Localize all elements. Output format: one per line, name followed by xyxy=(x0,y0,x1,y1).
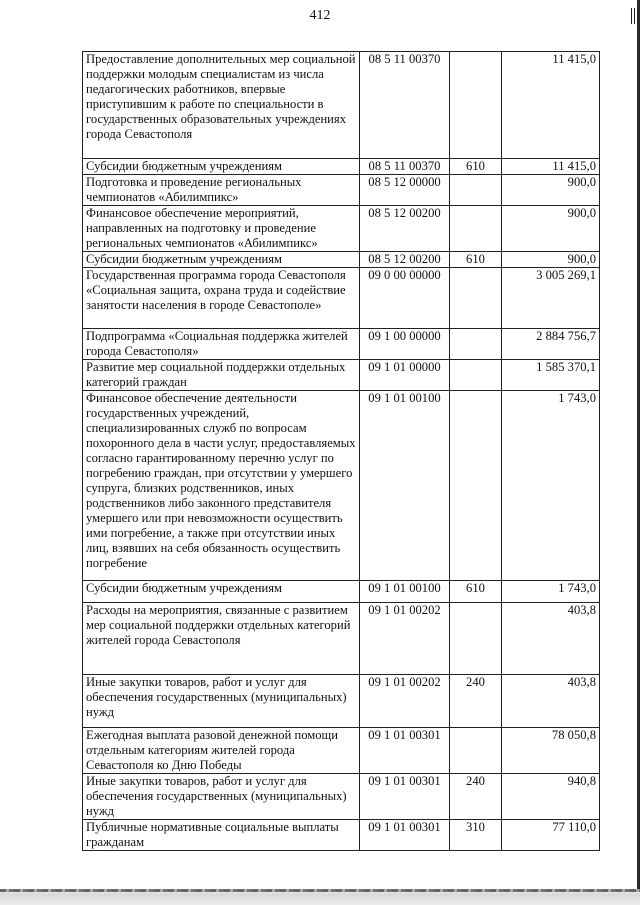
row-code: 09 0 00 00000 xyxy=(360,268,450,329)
row-type xyxy=(450,603,502,675)
row-sum: 900,0 xyxy=(502,252,600,268)
row-name: Предоставление дополнительных мер социальной поддержки молодым специалистам из числа педагогических работников, впервые приступившим к работе по специальности в государственных образовательных учреждениях города Севастополя xyxy=(83,52,360,159)
table-row xyxy=(83,820,600,851)
row-type: 610 xyxy=(450,252,502,268)
row-code: 08 5 11 00370 xyxy=(360,159,450,175)
table-row xyxy=(83,159,600,175)
row-sum: 3 005 269,1 xyxy=(502,268,600,329)
row-name: Подпрограмма «Социальная поддержка жителей города Севастополя» xyxy=(83,329,360,360)
table-row xyxy=(83,728,600,774)
row-name: Развитие мер социальной поддержки отдельных категорий граждан xyxy=(83,360,360,391)
table-row xyxy=(83,52,600,159)
row-type: 610 xyxy=(450,159,502,175)
row-code: 09 1 01 00202 xyxy=(360,603,450,675)
row-type: 310 xyxy=(450,820,502,851)
row-sum: 900,0 xyxy=(502,206,600,252)
table-row xyxy=(83,175,600,206)
row-sum: 1 585 370,1 xyxy=(502,360,600,391)
row-sum: 78 050,8 xyxy=(502,728,600,774)
table-row xyxy=(83,329,600,360)
row-code: 08 5 12 00000 xyxy=(360,175,450,206)
row-name: Субсидии бюджетным учреждениям xyxy=(83,252,360,268)
row-type xyxy=(450,52,502,159)
table-row xyxy=(83,268,600,329)
budget-table xyxy=(82,51,600,851)
row-name: Публичные нормативные социальные выплаты гражданам xyxy=(83,820,360,851)
row-code: 09 1 01 00301 xyxy=(360,774,450,820)
row-type xyxy=(450,391,502,581)
table-row xyxy=(83,675,600,728)
table-row xyxy=(83,252,600,268)
row-sum: 940,8 xyxy=(502,774,600,820)
table-row xyxy=(83,206,600,252)
row-name: Государственная программа города Севастополя «Социальная защита, охрана труда и содействие занятости населения в городе Севастополе» xyxy=(83,268,360,329)
row-name: Расходы на мероприятия, связанные с развитием мер социальной поддержки отдельных категорий жителей города Севастополя xyxy=(83,603,360,675)
row-type: 240 xyxy=(450,774,502,820)
table-row xyxy=(83,603,600,675)
row-name: Финансовое обеспечение мероприятий, направленных на подготовку и проведение региональных чемпионатов «Абилимпикс» xyxy=(83,206,360,252)
table-row xyxy=(83,581,600,603)
row-type xyxy=(450,360,502,391)
row-sum: 2 884 756,7 xyxy=(502,329,600,360)
row-sum: 77 110,0 xyxy=(502,820,600,851)
row-sum: 1 743,0 xyxy=(502,391,600,581)
row-name: Финансовое обеспечение деятельности государственных учреждений, специализированных служб по вопросам похоронного дела в части услуг, предоставляемых согласно гарантированному перечню услуг по погребению граждан, при отсутствии у умершего супруга, близких родственников, иных родственников либо законного представителя умершего или при невозможности осуществить ими погребение, а также при отсутствии иных лиц, взявших на себя обязанность осуществить погребение xyxy=(83,391,360,581)
row-code: 09 1 01 00202 xyxy=(360,675,450,728)
table-row xyxy=(83,774,600,820)
row-type: 610 xyxy=(450,581,502,603)
row-name: Иные закупки товаров, работ и услуг для обеспечения государственных (муниципальных) нужд xyxy=(83,774,360,820)
row-code: 08 5 11 00370 xyxy=(360,52,450,159)
row-sum: 900,0 xyxy=(502,175,600,206)
row-name: Субсидии бюджетным учреждениям xyxy=(83,581,360,603)
row-type xyxy=(450,728,502,774)
row-type xyxy=(450,206,502,252)
row-code: 09 1 01 00100 xyxy=(360,391,450,581)
row-type xyxy=(450,329,502,360)
scan-edge-marks xyxy=(631,8,639,24)
row-sum: 11 415,0 xyxy=(502,52,600,159)
row-sum: 11 415,0 xyxy=(502,159,600,175)
row-code: 09 1 01 00000 xyxy=(360,360,450,391)
row-name: Ежегодная выплата разовой денежной помощи отдельным категориям жителей города Севастополя ко Дню Победы xyxy=(83,728,360,774)
table-row xyxy=(83,391,600,581)
row-name: Подготовка и проведение региональных чемпионатов «Абилимпикс» xyxy=(83,175,360,206)
row-sum: 403,8 xyxy=(502,675,600,728)
row-type xyxy=(450,175,502,206)
row-type xyxy=(450,268,502,329)
page-number: 412 xyxy=(309,8,331,23)
row-name: Иные закупки товаров, работ и услуг для обеспечения государственных (муниципальных) нужд xyxy=(83,675,360,728)
row-sum: 403,8 xyxy=(502,603,600,675)
row-code: 09 1 01 00301 xyxy=(360,820,450,851)
row-sum: 1 743,0 xyxy=(502,581,600,603)
row-type: 240 xyxy=(450,675,502,728)
row-code: 09 1 01 00100 xyxy=(360,581,450,603)
row-code: 09 1 00 00000 xyxy=(360,329,450,360)
row-name: Субсидии бюджетным учреждениям xyxy=(83,159,360,175)
row-code: 09 1 01 00301 xyxy=(360,728,450,774)
scan-bottom-line xyxy=(0,889,640,892)
table-row xyxy=(83,360,600,391)
row-code: 08 5 12 00200 xyxy=(360,206,450,252)
row-code: 08 5 12 00200 xyxy=(360,252,450,268)
